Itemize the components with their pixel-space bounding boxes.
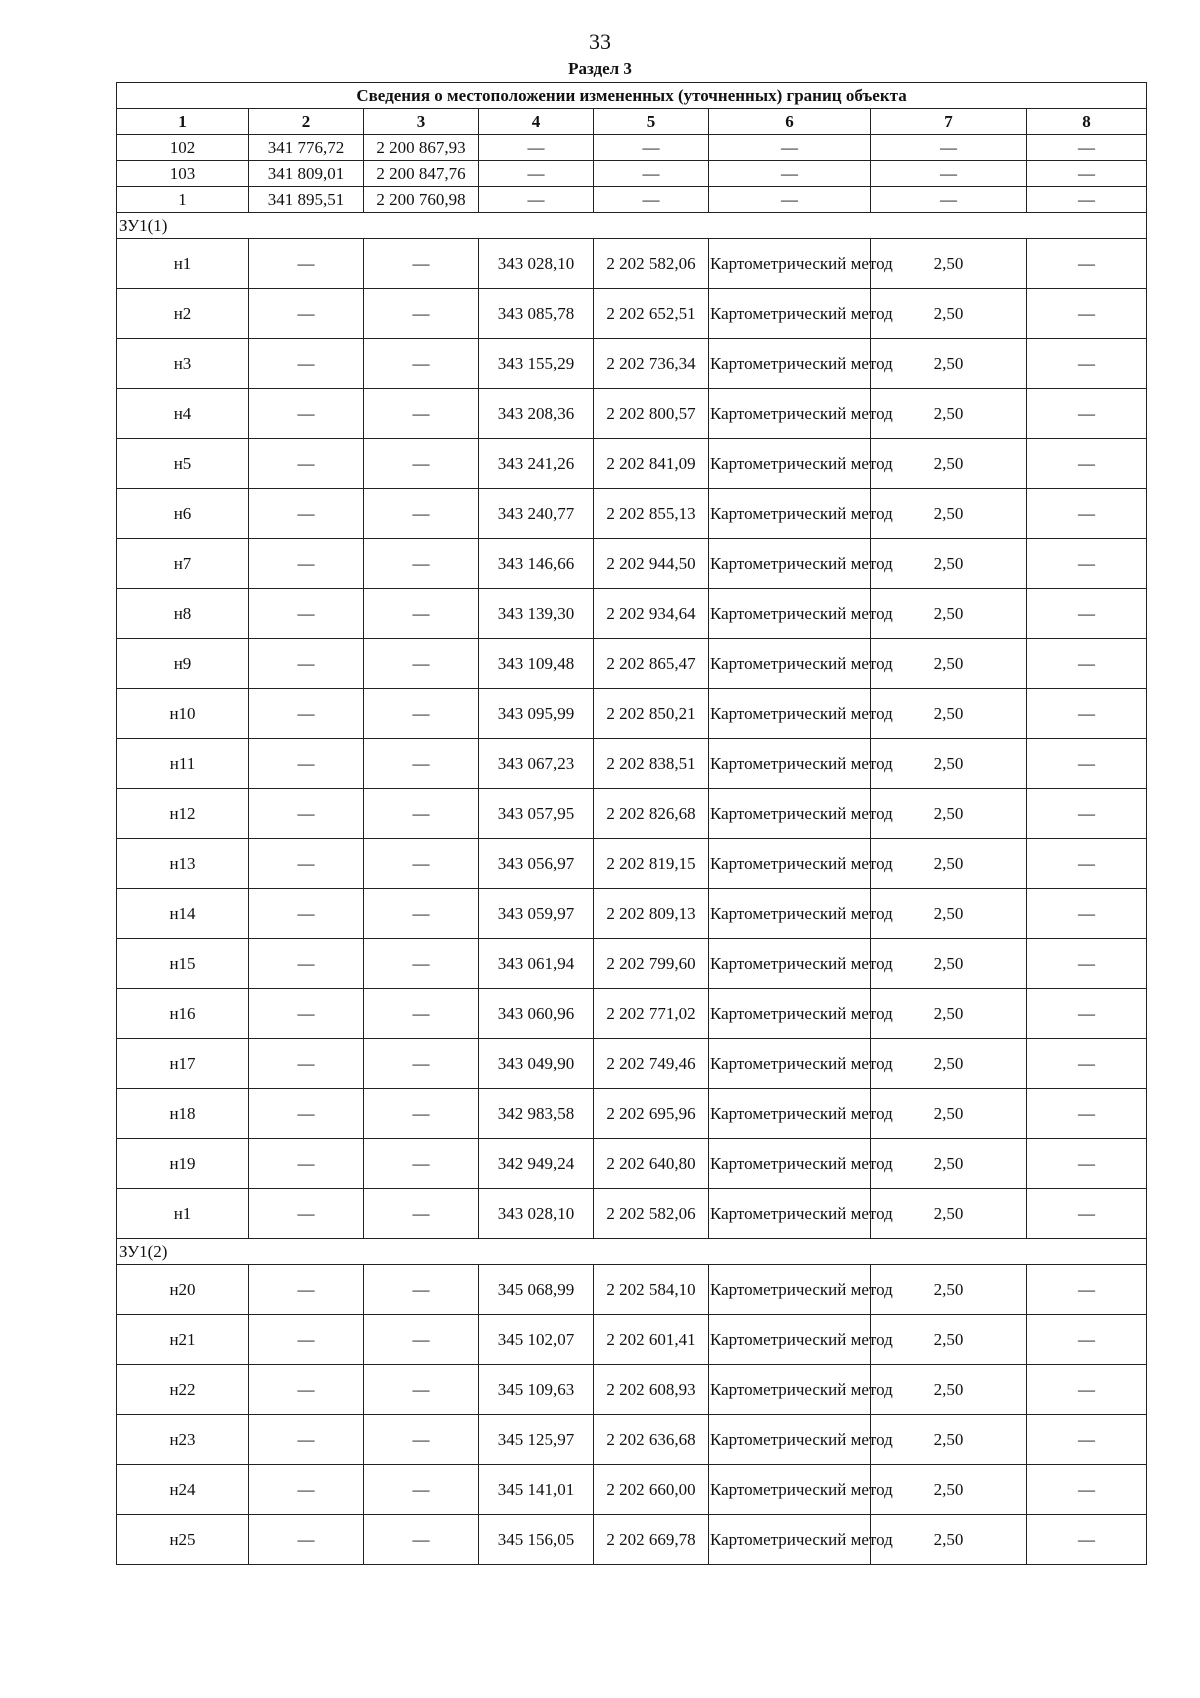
table-cell: н4 <box>117 389 249 439</box>
table-cell: — <box>1027 439 1147 489</box>
table-cell: — <box>364 539 479 589</box>
table-row <box>117 1089 1147 1139</box>
group-header-row <box>117 1239 1147 1265</box>
table-cell: Картометрический метод <box>709 289 871 339</box>
column-header: 6 <box>709 109 871 135</box>
table-cell: — <box>364 339 479 389</box>
table-cell: н7 <box>117 539 249 589</box>
table-row <box>117 439 1147 489</box>
table-cell: 2 202 608,93 <box>594 1365 709 1415</box>
table-cell: — <box>249 1415 364 1465</box>
table-row <box>117 1465 1147 1515</box>
table-cell: — <box>364 439 479 489</box>
table-row <box>117 1515 1147 1565</box>
table-row <box>117 1315 1147 1365</box>
table-cell: — <box>249 889 364 939</box>
table-cell: 2,50 <box>871 689 1027 739</box>
table-cell: — <box>594 187 709 213</box>
table-cell: — <box>249 1265 364 1315</box>
table-cell: 343 208,36 <box>479 389 594 439</box>
table-cell: 2,50 <box>871 239 1027 289</box>
table-cell: 2 202 838,51 <box>594 739 709 789</box>
table-cell: 2,50 <box>871 1265 1027 1315</box>
table-cell: — <box>709 161 871 187</box>
table-cell: Картометрический метод <box>709 1139 871 1189</box>
column-header-row <box>117 109 1147 135</box>
table-cell: 343 060,96 <box>479 989 594 1039</box>
table-cell: н14 <box>117 889 249 939</box>
table-cell: н17 <box>117 1039 249 1089</box>
table-cell: — <box>249 1139 364 1189</box>
table-cell: — <box>1027 939 1147 989</box>
table-cell: 2 202 582,06 <box>594 239 709 289</box>
table-cell: — <box>1027 489 1147 539</box>
table-cell: — <box>1027 1089 1147 1139</box>
table-row <box>117 1415 1147 1465</box>
table-cell: — <box>249 639 364 689</box>
table-cell: — <box>249 439 364 489</box>
table-cell: 341 895,51 <box>249 187 364 213</box>
table-cell: — <box>249 539 364 589</box>
table-cell: н23 <box>117 1415 249 1465</box>
table-cell: 342 949,24 <box>479 1139 594 1189</box>
table-cell: 343 049,90 <box>479 1039 594 1089</box>
table-cell: 343 240,77 <box>479 489 594 539</box>
table-cell: 2,50 <box>871 639 1027 689</box>
table-cell: — <box>249 239 364 289</box>
table-cell: 345 156,05 <box>479 1515 594 1565</box>
table-cell: — <box>364 1265 479 1315</box>
table-cell: — <box>249 1465 364 1515</box>
table-cell: — <box>1027 1415 1147 1465</box>
table-cell: Картометрический метод <box>709 439 871 489</box>
table-cell: — <box>364 789 479 839</box>
table-cell: н16 <box>117 989 249 1039</box>
table-cell: н1 <box>117 1189 249 1239</box>
table-cell: — <box>1027 1515 1147 1565</box>
table-cell: 2,50 <box>871 339 1027 389</box>
table-cell: — <box>1027 989 1147 1039</box>
table-cell: 2 202 841,09 <box>594 439 709 489</box>
table-row <box>117 739 1147 789</box>
table-cell: — <box>364 639 479 689</box>
table-cell: — <box>364 1515 479 1565</box>
table-cell: 2 202 749,46 <box>594 1039 709 1089</box>
table-cell: н6 <box>117 489 249 539</box>
table-cell: Картометрический метод <box>709 1515 871 1565</box>
table-cell: — <box>249 489 364 539</box>
table-cell: — <box>249 389 364 439</box>
table-cell: н25 <box>117 1515 249 1565</box>
table-cell: н21 <box>117 1315 249 1365</box>
table-row <box>117 239 1147 289</box>
table-cell: — <box>364 939 479 989</box>
table-cell: — <box>1027 161 1147 187</box>
table-cell: 2,50 <box>871 1515 1027 1565</box>
table-cell: 2,50 <box>871 1189 1027 1239</box>
column-header: 1 <box>117 109 249 135</box>
table-cell: 2 202 799,60 <box>594 939 709 989</box>
table-cell: 343 095,99 <box>479 689 594 739</box>
table-cell: — <box>1027 187 1147 213</box>
table-cell: — <box>1027 639 1147 689</box>
table-cell: — <box>249 689 364 739</box>
table-cell: 343 061,94 <box>479 939 594 989</box>
table-cell: Картометрический метод <box>709 739 871 789</box>
table-cell: — <box>364 689 479 739</box>
table-cell: н8 <box>117 589 249 639</box>
table-cell: 341 776,72 <box>249 135 364 161</box>
table-cell: — <box>364 1089 479 1139</box>
table-cell: — <box>364 1139 479 1189</box>
table-cell: 345 109,63 <box>479 1365 594 1415</box>
table-cell: 343 139,30 <box>479 589 594 639</box>
table-cell: — <box>1027 539 1147 589</box>
table-cell: Картометрический метод <box>709 1415 871 1465</box>
coordinates-table <box>116 82 1147 1565</box>
table-cell: 2 200 867,93 <box>364 135 479 161</box>
table-row <box>117 187 1147 213</box>
table-cell: Картометрический метод <box>709 839 871 889</box>
table-cell: 2 200 847,76 <box>364 161 479 187</box>
group-header-row <box>117 213 1147 239</box>
column-header: 3 <box>364 109 479 135</box>
table-cell: 2 202 800,57 <box>594 389 709 439</box>
table-cell: — <box>1027 739 1147 789</box>
table-cell: 2,50 <box>871 1365 1027 1415</box>
table-cell: 2,50 <box>871 1089 1027 1139</box>
table-cell: — <box>1027 789 1147 839</box>
table-cell: 2,50 <box>871 439 1027 489</box>
table-cell: н18 <box>117 1089 249 1139</box>
table-cell: — <box>479 135 594 161</box>
table-cell: 343 241,26 <box>479 439 594 489</box>
table-cell: 2 202 771,02 <box>594 989 709 1039</box>
table-cell: Картометрический метод <box>709 939 871 989</box>
table-cell: 2 202 640,80 <box>594 1139 709 1189</box>
column-header: 8 <box>1027 109 1147 135</box>
table-cell: Картометрический метод <box>709 889 871 939</box>
table-row <box>117 539 1147 589</box>
table-cell: 343 146,66 <box>479 539 594 589</box>
table-cell: 341 809,01 <box>249 161 364 187</box>
table-cell: 2,50 <box>871 289 1027 339</box>
table-cell: 102 <box>117 135 249 161</box>
page-number: 33 <box>589 29 611 54</box>
table-cell: 2,50 <box>871 1039 1027 1089</box>
table-cell: — <box>1027 239 1147 289</box>
table-cell: — <box>364 1415 479 1465</box>
table-cell: Картометрический метод <box>709 1189 871 1239</box>
table-cell: 343 059,97 <box>479 889 594 939</box>
table-cell: — <box>594 161 709 187</box>
table-cell: — <box>249 339 364 389</box>
table-cell: — <box>364 239 479 289</box>
table-cell: — <box>871 187 1027 213</box>
table-cell: 345 102,07 <box>479 1315 594 1365</box>
table-cell: — <box>479 161 594 187</box>
table-cell: 2 202 934,64 <box>594 589 709 639</box>
table-cell: — <box>1027 339 1147 389</box>
table-cell: 2 202 865,47 <box>594 639 709 689</box>
table-cell: — <box>249 939 364 989</box>
table-cell: Картометрический метод <box>709 1039 871 1089</box>
table-cell: Картометрический метод <box>709 689 871 739</box>
table-cell: 2,50 <box>871 1315 1027 1365</box>
table-cell: н19 <box>117 1139 249 1189</box>
table-cell: — <box>364 589 479 639</box>
table-cell: 2 202 850,21 <box>594 689 709 739</box>
table-cell: — <box>479 187 594 213</box>
table-cell: 2,50 <box>871 539 1027 589</box>
column-header: 5 <box>594 109 709 135</box>
table-cell: 2 202 695,96 <box>594 1089 709 1139</box>
table-cell: Картометрический метод <box>709 789 871 839</box>
table-row <box>117 289 1147 339</box>
table-cell: 345 068,99 <box>479 1265 594 1315</box>
table-cell: 2 202 736,34 <box>594 339 709 389</box>
table-cell: — <box>1027 1189 1147 1239</box>
table-row <box>117 1265 1147 1315</box>
table-cell: — <box>364 1315 479 1365</box>
table-cell: Картометрический метод <box>709 989 871 1039</box>
table-cell: 2,50 <box>871 1465 1027 1515</box>
table-row <box>117 1365 1147 1415</box>
table-cell: — <box>871 135 1027 161</box>
table-cell: — <box>249 1315 364 1365</box>
table-cell: — <box>1027 1465 1147 1515</box>
table-cell: — <box>871 161 1027 187</box>
table-cell: Картометрический метод <box>709 1089 871 1139</box>
table-cell: 2 202 601,41 <box>594 1315 709 1365</box>
table-cell: — <box>364 1465 479 1515</box>
table-cell: Картометрический метод <box>709 389 871 439</box>
table-cell: — <box>1027 839 1147 889</box>
table-cell: 2 202 652,51 <box>594 289 709 339</box>
table-cell: 2 202 855,13 <box>594 489 709 539</box>
table-cell: Картометрический метод <box>709 639 871 689</box>
table-cell: Картометрический метод <box>709 239 871 289</box>
table-row <box>117 135 1147 161</box>
table-cell: 343 109,48 <box>479 639 594 689</box>
table-cell: 103 <box>117 161 249 187</box>
table-cell: — <box>364 989 479 1039</box>
table-cell: — <box>1027 135 1147 161</box>
table-cell: — <box>364 289 479 339</box>
table-cell: — <box>364 839 479 889</box>
table-cell: — <box>709 135 871 161</box>
table-cell: Картометрический метод <box>709 1465 871 1515</box>
table-row <box>117 989 1147 1039</box>
table-row <box>117 389 1147 439</box>
table-row <box>117 161 1147 187</box>
table-cell: — <box>1027 1265 1147 1315</box>
table-cell: — <box>249 1039 364 1089</box>
table-row <box>117 489 1147 539</box>
group-label: ЗУ1(1) <box>117 213 1147 239</box>
table-cell: 343 028,10 <box>479 1189 594 1239</box>
table-cell: — <box>249 289 364 339</box>
table-cell: — <box>364 489 479 539</box>
table-cell: н15 <box>117 939 249 989</box>
table-cell: 2 200 760,98 <box>364 187 479 213</box>
table-cell: н3 <box>117 339 249 389</box>
table-cell: 2 202 809,13 <box>594 889 709 939</box>
table-row <box>117 639 1147 689</box>
table-cell: — <box>1027 1139 1147 1189</box>
table-cell: 345 141,01 <box>479 1465 594 1515</box>
table-cell: — <box>1027 889 1147 939</box>
table-cell: Картометрический метод <box>709 489 871 539</box>
table-cell: н1 <box>117 239 249 289</box>
table-cell: — <box>1027 289 1147 339</box>
table-row <box>117 1189 1147 1239</box>
table-row <box>117 839 1147 889</box>
table-cell: — <box>364 1039 479 1089</box>
table-cell: — <box>594 135 709 161</box>
table-cell: 2 202 636,68 <box>594 1415 709 1465</box>
table-cell: — <box>364 889 479 939</box>
table-cell: 2,50 <box>871 1415 1027 1465</box>
table-cell: 2,50 <box>871 839 1027 889</box>
table-row <box>117 339 1147 389</box>
table-cell: 2,50 <box>871 739 1027 789</box>
table-row <box>117 789 1147 839</box>
table-cell: н9 <box>117 639 249 689</box>
table-cell: н13 <box>117 839 249 889</box>
table-row <box>117 589 1147 639</box>
table-cell: 2,50 <box>871 939 1027 989</box>
table-cell: — <box>364 1365 479 1415</box>
table-cell: н22 <box>117 1365 249 1415</box>
table-cell: — <box>249 1089 364 1139</box>
table-cell: н2 <box>117 289 249 339</box>
table-cell: Картометрический метод <box>709 1265 871 1315</box>
table-cell: — <box>249 789 364 839</box>
table-cell: 1 <box>117 187 249 213</box>
table-cell: н12 <box>117 789 249 839</box>
table-row <box>117 889 1147 939</box>
table-row <box>117 689 1147 739</box>
table-cell: 2 202 826,68 <box>594 789 709 839</box>
table-cell: — <box>364 1189 479 1239</box>
table-cell: — <box>1027 689 1147 739</box>
table-row <box>117 1139 1147 1189</box>
table-cell: — <box>249 989 364 1039</box>
table-cell: н20 <box>117 1265 249 1315</box>
table-cell: — <box>249 1365 364 1415</box>
table-cell: 343 155,29 <box>479 339 594 389</box>
table-cell: 345 125,97 <box>479 1415 594 1465</box>
table-cell: — <box>1027 1365 1147 1415</box>
table-cell: н10 <box>117 689 249 739</box>
table-cell: Картометрический метод <box>709 539 871 589</box>
column-header: 2 <box>249 109 364 135</box>
table-cell: 2,50 <box>871 1139 1027 1189</box>
table-row <box>117 1039 1147 1089</box>
table-cell: 2 202 582,06 <box>594 1189 709 1239</box>
table-cell: — <box>709 187 871 213</box>
table-cell: 342 983,58 <box>479 1089 594 1139</box>
table-cell: 343 056,97 <box>479 839 594 889</box>
table-cell: Картометрический метод <box>709 339 871 389</box>
table-caption: Сведения о местоположении измененных (уточненных) границ объекта <box>117 83 1147 109</box>
table-cell: — <box>1027 1039 1147 1089</box>
table-cell: 2 202 660,00 <box>594 1465 709 1515</box>
table-cell: 2 202 669,78 <box>594 1515 709 1565</box>
table-cell: н24 <box>117 1465 249 1515</box>
table-cell: 343 057,95 <box>479 789 594 839</box>
table-cell: — <box>1027 389 1147 439</box>
table-cell: Картометрический метод <box>709 1315 871 1365</box>
table-cell: — <box>249 739 364 789</box>
table-cell: 2,50 <box>871 589 1027 639</box>
table-cell: Картометрический метод <box>709 589 871 639</box>
table-cell: — <box>249 839 364 889</box>
table-cell: — <box>249 589 364 639</box>
column-header: 4 <box>479 109 594 135</box>
table-cell: н11 <box>117 739 249 789</box>
table-cell: 2,50 <box>871 989 1027 1039</box>
table-cell: — <box>1027 589 1147 639</box>
table-cell: — <box>249 1189 364 1239</box>
table-cell: — <box>1027 1315 1147 1365</box>
table-cell: 2,50 <box>871 889 1027 939</box>
table-cell: — <box>364 389 479 439</box>
table-cell: 2,50 <box>871 389 1027 439</box>
table-cell: 343 085,78 <box>479 289 594 339</box>
table-row <box>117 939 1147 989</box>
table-cell: 2,50 <box>871 789 1027 839</box>
table-cell: — <box>249 1515 364 1565</box>
table-cell: Картометрический метод <box>709 1365 871 1415</box>
column-header: 7 <box>871 109 1027 135</box>
section-title: Раздел 3 <box>568 59 632 78</box>
table-cell: 2 202 819,15 <box>594 839 709 889</box>
table-cell: 2 202 944,50 <box>594 539 709 589</box>
table-caption-row <box>117 83 1147 109</box>
table-cell: 343 067,23 <box>479 739 594 789</box>
table-cell: 2,50 <box>871 489 1027 539</box>
group-label: ЗУ1(2) <box>117 1239 1147 1265</box>
table-cell: 2 202 584,10 <box>594 1265 709 1315</box>
table-cell: — <box>364 739 479 789</box>
table-cell: 343 028,10 <box>479 239 594 289</box>
table-cell: н5 <box>117 439 249 489</box>
